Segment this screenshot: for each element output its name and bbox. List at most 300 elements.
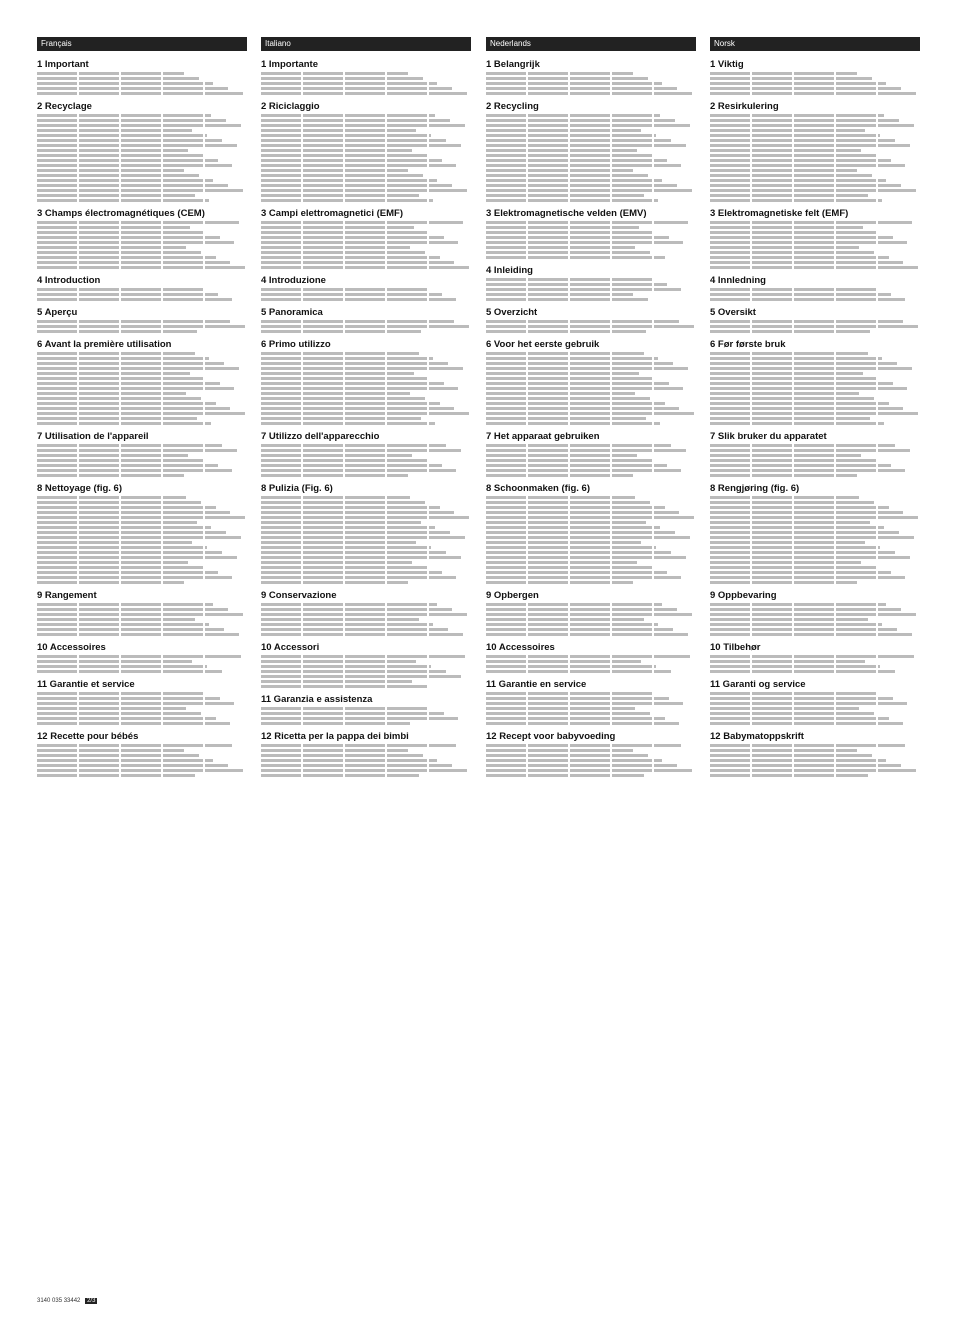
column-3 [710, 37, 920, 779]
text-line [710, 576, 905, 579]
text-line [486, 288, 681, 291]
section-title: 3 Elektromagnetiske felt (EMF) [710, 208, 849, 219]
text-line [37, 665, 207, 668]
section-body [261, 114, 471, 202]
text-line [710, 288, 876, 291]
text-line [261, 134, 431, 137]
text-line [261, 144, 461, 147]
section-title: 1 Belangrijk [486, 59, 540, 70]
text-line [710, 231, 878, 234]
text-line [710, 469, 905, 472]
section-body [486, 444, 696, 477]
section-body [710, 114, 920, 202]
text-line [710, 256, 889, 259]
text-line [261, 221, 463, 224]
text-line [37, 551, 222, 554]
text-line [710, 546, 880, 549]
text-line [486, 293, 633, 296]
section-title: 10 Accessoires [37, 642, 106, 653]
text-line [710, 246, 859, 249]
text-line [486, 541, 641, 544]
text-line [486, 660, 641, 663]
section-title: 1 Viktig [710, 59, 744, 70]
text-line [261, 613, 467, 616]
section-title: 7 Slik bruker du apparatet [710, 431, 827, 442]
column-2 [486, 37, 696, 779]
text-line [486, 561, 637, 564]
section-body [261, 352, 471, 425]
text-line [261, 236, 444, 239]
text-line [486, 246, 635, 249]
text-line [261, 618, 419, 621]
section-title: 2 Recyclage [37, 101, 92, 112]
text-line [710, 511, 903, 514]
text-line [486, 692, 654, 695]
text-line [261, 417, 421, 420]
text-line [261, 660, 416, 663]
text-line [710, 628, 897, 631]
text-line [261, 511, 454, 514]
text-line [710, 764, 901, 767]
text-line [710, 387, 907, 390]
text-line [486, 402, 665, 405]
text-line [710, 124, 914, 127]
text-line [261, 114, 435, 117]
section-body [710, 744, 920, 777]
text-line [37, 251, 201, 254]
section-body [261, 72, 471, 95]
text-line [710, 407, 903, 410]
section-body [710, 655, 920, 673]
text-line [261, 397, 425, 400]
text-line [486, 531, 675, 534]
text-line [486, 256, 665, 259]
text-line [261, 551, 446, 554]
text-line [710, 670, 895, 673]
section-body [486, 692, 696, 725]
section-body [261, 320, 471, 333]
text-line [261, 241, 458, 244]
section-body [486, 352, 696, 425]
text-line [710, 266, 918, 269]
section-body [710, 603, 920, 636]
text-line [486, 87, 677, 90]
text-line [37, 571, 218, 574]
text-line [710, 717, 889, 720]
text-line [261, 154, 427, 157]
section-body [486, 603, 696, 636]
section-title: 4 Introduzione [261, 275, 326, 286]
text-line [261, 184, 452, 187]
text-line [486, 392, 635, 395]
text-line [710, 241, 907, 244]
text-line [710, 251, 874, 254]
text-line [37, 541, 192, 544]
text-line [37, 256, 216, 259]
text-line [486, 159, 667, 162]
text-line [261, 774, 419, 777]
text-line [486, 774, 644, 777]
text-line [486, 501, 650, 504]
section-body [37, 603, 247, 636]
section-body [261, 496, 471, 584]
text-line [710, 571, 891, 574]
text-line [486, 670, 671, 673]
text-line [710, 449, 910, 452]
text-line [261, 459, 427, 462]
text-line [710, 444, 895, 447]
text-line [37, 298, 232, 301]
text-line [261, 474, 408, 477]
text-line [261, 402, 440, 405]
text-line [261, 670, 446, 673]
section-title: 7 Utilizzo dell'apparecchio [261, 431, 380, 442]
text-line [37, 194, 195, 197]
text-line [710, 236, 893, 239]
text-line [261, 608, 452, 611]
section-title: 10 Tilbehør [710, 642, 761, 653]
section-body [261, 288, 471, 301]
text-line [261, 320, 454, 323]
section-title: 12 Recept voor babyvoeding [486, 731, 616, 742]
text-line [37, 464, 218, 467]
text-line [261, 199, 433, 202]
text-line [37, 744, 232, 747]
text-line [261, 444, 446, 447]
text-line [486, 139, 671, 142]
text-line [37, 199, 209, 202]
text-line [261, 231, 429, 234]
text-line [486, 422, 660, 425]
text-line [486, 241, 683, 244]
text-line [486, 357, 658, 360]
text-line [710, 179, 886, 182]
text-line [261, 149, 412, 152]
text-line [486, 511, 679, 514]
section-body [486, 72, 696, 95]
section-body [486, 744, 696, 777]
text-line [37, 501, 201, 504]
section-title: 11 Garantie et service [37, 679, 135, 690]
text-line [710, 189, 916, 192]
text-line [486, 521, 646, 524]
text-line [261, 506, 440, 509]
text-line [261, 469, 456, 472]
text-line [486, 407, 679, 410]
section-body [261, 707, 471, 725]
section-title: 1 Important [37, 59, 89, 70]
text-line [486, 665, 656, 668]
text-line [37, 87, 228, 90]
text-line [37, 129, 192, 132]
text-line [710, 526, 884, 529]
text-line [37, 261, 230, 264]
text-line [486, 236, 669, 239]
text-line [37, 707, 186, 710]
text-line [37, 444, 222, 447]
text-line [710, 623, 882, 626]
text-line [486, 454, 637, 457]
text-line [486, 581, 633, 584]
text-line [486, 221, 688, 224]
text-line [37, 702, 234, 705]
text-line [261, 72, 408, 75]
text-line [261, 561, 412, 564]
text-line [486, 278, 652, 281]
text-line [710, 633, 912, 636]
text-line [486, 184, 677, 187]
text-line [486, 556, 686, 559]
text-line [710, 551, 895, 554]
section-body [261, 655, 471, 688]
text-line [37, 139, 222, 142]
text-line [710, 298, 905, 301]
text-line [37, 712, 201, 715]
text-line [37, 134, 207, 137]
text-line [261, 159, 442, 162]
text-line [710, 531, 899, 534]
text-line [261, 722, 410, 725]
section-body [710, 444, 920, 477]
text-line [486, 179, 662, 182]
text-line [710, 521, 870, 524]
text-line [710, 474, 857, 477]
section-body [37, 221, 247, 269]
text-line [37, 581, 184, 584]
doc-code: 3140 035 33442 [37, 1298, 81, 1304]
text-line [710, 382, 893, 385]
text-line [37, 628, 224, 631]
text-line [261, 357, 433, 360]
text-line [710, 330, 870, 333]
section-title: 2 Recycling [486, 101, 539, 112]
section-body [486, 320, 696, 333]
text-line [261, 516, 469, 519]
text-line [37, 236, 220, 239]
text-line [261, 717, 458, 720]
text-line [710, 82, 886, 85]
text-line [710, 129, 865, 132]
section-title: 2 Riciclaggio [261, 101, 320, 112]
text-line [37, 320, 230, 323]
text-line [37, 506, 216, 509]
text-line [261, 325, 469, 328]
text-line [261, 603, 437, 606]
text-line [710, 722, 903, 725]
text-line [37, 226, 190, 229]
text-line [261, 769, 467, 772]
text-line [486, 174, 648, 177]
language-header: Français [37, 37, 247, 51]
text-line [710, 226, 863, 229]
text-line [486, 516, 694, 519]
section-title: 7 Utilisation de l'appareil [37, 431, 149, 442]
section-body [37, 655, 247, 673]
text-line [37, 397, 201, 400]
text-line [37, 469, 232, 472]
text-line [261, 189, 467, 192]
text-line [486, 82, 662, 85]
section-title: 5 Oversikt [710, 307, 756, 318]
text-line [261, 628, 448, 631]
text-line [486, 149, 637, 152]
section-title: 7 Het apparaat gebruiken [486, 431, 600, 442]
text-line [37, 536, 241, 539]
text-line [37, 372, 190, 375]
text-line [261, 536, 465, 539]
text-line [710, 712, 874, 715]
text-line [37, 449, 237, 452]
section-body [486, 114, 696, 202]
text-line [37, 516, 245, 519]
text-line [710, 541, 865, 544]
text-line [486, 536, 690, 539]
text-line [37, 722, 230, 725]
column-1 [261, 37, 471, 779]
text-line [486, 712, 650, 715]
section-title: 5 Panoramica [261, 307, 323, 318]
section-body [710, 320, 920, 333]
text-line [261, 92, 467, 95]
text-line [486, 566, 652, 569]
text-line [486, 92, 692, 95]
text-line [710, 566, 876, 569]
text-line [486, 330, 646, 333]
text-line [710, 397, 874, 400]
section-title: 9 Opbergen [486, 590, 539, 601]
text-line [710, 459, 876, 462]
text-line [486, 154, 652, 157]
text-line [486, 603, 662, 606]
text-line [37, 608, 228, 611]
text-line [486, 459, 652, 462]
text-line [710, 293, 891, 296]
text-line [37, 402, 216, 405]
text-line [261, 377, 429, 380]
section-title: 8 Schoonmaken (fig. 6) [486, 483, 590, 494]
text-line [261, 372, 414, 375]
text-line [261, 298, 456, 301]
text-line [261, 496, 410, 499]
text-line [37, 561, 188, 564]
text-line [261, 82, 437, 85]
section-body [37, 320, 247, 333]
text-line [710, 402, 889, 405]
text-line [486, 412, 694, 415]
text-line [37, 717, 216, 720]
text-line [486, 449, 686, 452]
text-line [37, 754, 199, 757]
section-title: 10 Accessori [261, 642, 320, 653]
text-line [37, 362, 224, 365]
section-body [37, 288, 247, 301]
text-line [261, 77, 423, 80]
text-line [486, 372, 639, 375]
section-title: 10 Accessoires [486, 642, 555, 653]
text-line [710, 144, 910, 147]
text-line [37, 92, 243, 95]
text-line [710, 697, 893, 700]
text-line [710, 754, 872, 757]
text-line [37, 556, 237, 559]
section-body [486, 496, 696, 584]
section-body [37, 72, 247, 95]
text-line [261, 759, 437, 762]
text-line [486, 628, 673, 631]
text-line [37, 149, 188, 152]
text-line [261, 362, 448, 365]
text-line [486, 526, 660, 529]
text-line [261, 655, 465, 658]
text-line [710, 184, 901, 187]
text-line [486, 367, 688, 370]
text-line [261, 194, 419, 197]
text-line [710, 608, 901, 611]
text-line [37, 144, 237, 147]
language-header: Italiano [261, 37, 471, 51]
language-header: Nederlands [486, 37, 696, 51]
text-line [37, 82, 213, 85]
text-line [37, 184, 228, 187]
text-line [710, 77, 872, 80]
page-number: 2/3 [87, 1298, 96, 1304]
text-line [486, 759, 662, 762]
section-title: 6 Primo utilizzo [261, 339, 331, 350]
text-line [37, 189, 243, 192]
text-line [37, 377, 205, 380]
text-line [261, 293, 442, 296]
section-body [37, 496, 247, 584]
text-line [486, 655, 690, 658]
text-line [486, 744, 681, 747]
text-line [261, 412, 469, 415]
text-line [710, 749, 857, 752]
text-line [486, 633, 688, 636]
text-line [37, 511, 230, 514]
text-line [486, 362, 673, 365]
text-line [710, 556, 910, 559]
text-line [261, 129, 416, 132]
text-line [261, 169, 408, 172]
section-body [37, 692, 247, 725]
text-line [37, 603, 213, 606]
text-line [261, 449, 461, 452]
text-line [37, 246, 186, 249]
text-line [710, 702, 907, 705]
text-line [261, 665, 431, 668]
section-body [710, 288, 920, 301]
section-body [710, 692, 920, 725]
text-line [261, 576, 456, 579]
text-line [486, 764, 677, 767]
text-line [710, 655, 914, 658]
text-line [261, 764, 452, 767]
text-line [710, 320, 903, 323]
text-line [37, 417, 197, 420]
text-line [486, 707, 635, 710]
text-line [37, 496, 186, 499]
text-line [261, 546, 431, 549]
section-title: 4 Innledning [710, 275, 766, 286]
text-line [486, 551, 671, 554]
section-title: 11 Garanzia e assistenza [261, 694, 373, 705]
section-title: 5 Aperçu [37, 307, 78, 318]
section-body [486, 655, 696, 673]
text-line [486, 325, 694, 328]
text-line [486, 496, 635, 499]
section-title: 4 Inleiding [486, 265, 533, 276]
text-line [486, 618, 644, 621]
